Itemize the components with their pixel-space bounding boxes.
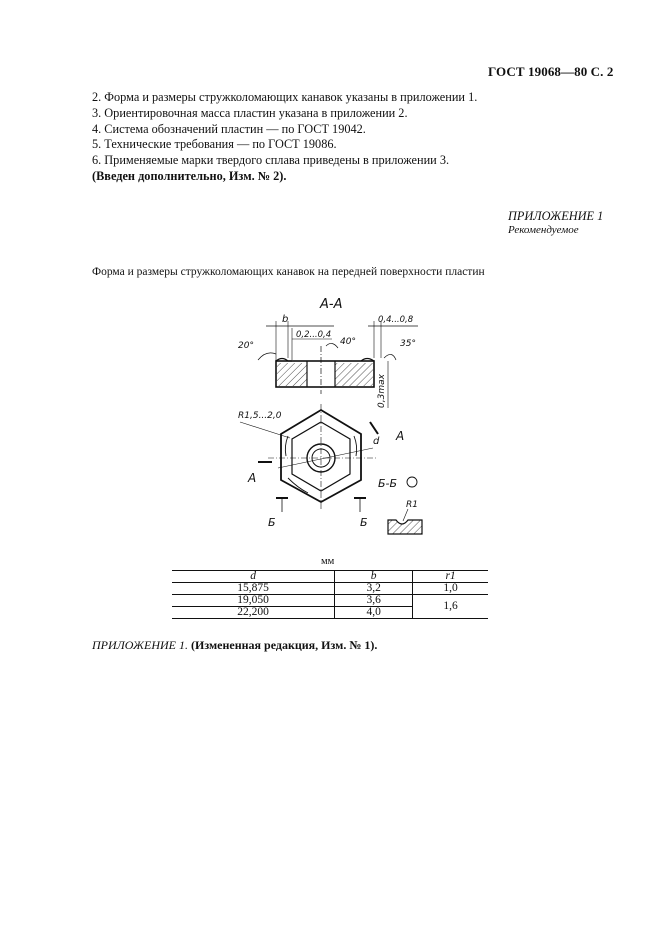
appendix-subtitle: Рекомендуемое xyxy=(508,224,579,236)
angle-35-label: 35° xyxy=(400,339,416,349)
header-r1: r1 xyxy=(413,571,488,583)
cell-b: 3,2 xyxy=(335,583,413,595)
item-4: 4. Система обозначений пластин — по ГОСТ 19042. xyxy=(92,121,366,136)
cut-b-right-label: Б xyxy=(360,516,368,529)
dim-02-04-label: 0,2...0,4 xyxy=(296,330,332,340)
table-row xyxy=(172,583,488,595)
cell-r1: 1,6 xyxy=(413,595,488,619)
dim-d-label: d xyxy=(373,436,380,447)
dim-04-08-label: 0,4...0,8 xyxy=(378,315,414,325)
amendment-note: (Введен дополнительно, Изм. № 2). xyxy=(92,168,287,183)
numbered-items xyxy=(92,90,477,185)
item-3: 3. Ориентировочная масса пластин указана в приложении 2. xyxy=(92,105,408,120)
figure-caption: Форма и размеры стружколомающих канавок на передней поверхности пластин xyxy=(92,266,485,278)
item-5: 5. Технические требования — по ГОСТ 19086. xyxy=(92,137,337,152)
cell-b: 3,6 xyxy=(335,595,413,607)
cut-b-left-label: Б xyxy=(268,516,276,529)
angle-40-label: 40° xyxy=(340,337,356,347)
section-aa-view xyxy=(238,297,418,408)
cell-d: 15,875 xyxy=(237,582,269,594)
header-b: b xyxy=(335,571,413,583)
cell-b: 4,0 xyxy=(335,607,413,619)
cell-d: 22,200 xyxy=(172,607,335,619)
dim-03max-label: 0,3max xyxy=(377,374,387,408)
section-aa-label: А-А xyxy=(320,297,343,312)
page-header: ГОСТ 19068—80 С. 2 xyxy=(488,64,614,79)
cell-d: 19,050 xyxy=(172,595,335,607)
plan-view xyxy=(238,404,404,529)
item-2: 2. Форма и размеры стружколомающих канавок указаны в приложении 1. xyxy=(92,90,478,104)
item-6: 6. Применяемые марки твердого сплава приведены в приложении 3. xyxy=(92,153,450,168)
table-row xyxy=(172,595,488,607)
angle-20-label: 20° xyxy=(238,341,254,351)
radius-label: R1,5...2,0 xyxy=(238,411,282,421)
technical-drawing xyxy=(228,288,438,550)
footer-prefix: ПРИЛОЖЕНИЕ 1. xyxy=(92,638,188,652)
footer-note xyxy=(92,638,377,653)
header-d: d xyxy=(172,571,335,583)
r1-label: R1 xyxy=(406,500,418,510)
dimensions-table xyxy=(172,570,488,619)
cut-a-right-label: А xyxy=(396,429,405,443)
appendix-title: ПРИЛОЖЕНИЕ 1 xyxy=(508,209,604,223)
cell-r1: 1,0 xyxy=(413,583,488,595)
table-unit: мм xyxy=(321,556,335,567)
dim-b-label: b xyxy=(282,314,289,325)
cut-a-left-label: А xyxy=(248,471,257,485)
section-bb-view xyxy=(378,477,422,534)
footer-text: (Измененная редакция, Изм. № 1). xyxy=(190,638,378,652)
section-bb-label: Б-Б xyxy=(378,477,398,490)
